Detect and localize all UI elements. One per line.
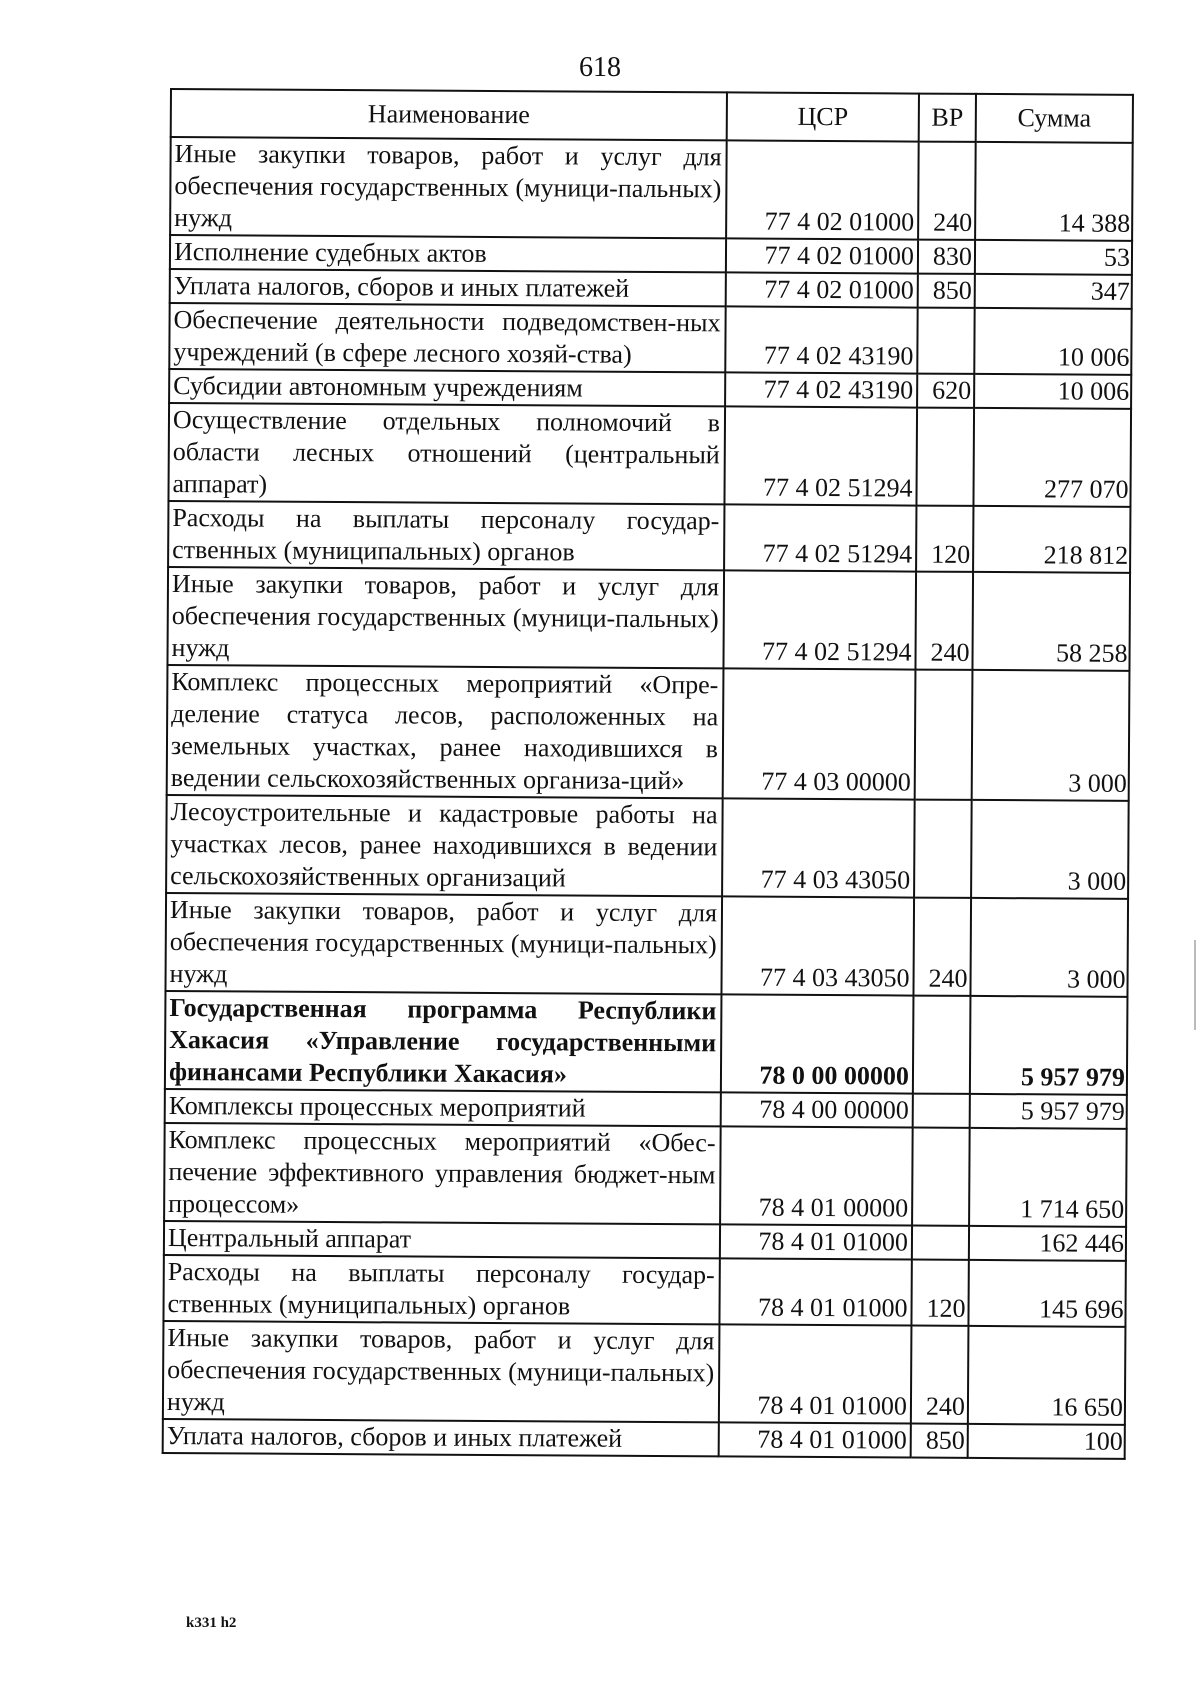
row-csr-cell: 78 4 01 01000 xyxy=(719,1258,911,1325)
row-csr-cell: 77 4 03 43050 xyxy=(721,896,914,995)
row-csr-cell: 77 4 03 43050 xyxy=(722,798,915,897)
row-vr-cell: 850 xyxy=(918,274,975,308)
row-name-cell: Исполнение судебных актов xyxy=(170,235,726,272)
row-csr-cell: 77 4 02 51294 xyxy=(724,504,916,571)
row-csr-cell: 78 4 01 01000 xyxy=(719,1422,911,1457)
row-csr-cell: 77 4 02 51294 xyxy=(724,406,917,505)
table-row xyxy=(165,893,1128,997)
row-sum-cell: 277 070 xyxy=(973,408,1131,507)
row-sum-cell: 218 812 xyxy=(973,506,1130,573)
row-name-cell: Комплекс процессных мероприятий «Обес-печение эффективного управления бюджет-ным процессом» xyxy=(164,1123,721,1224)
row-name-cell: Расходы на выплаты персоналу государ-ственных (муниципальных) органов xyxy=(168,501,724,570)
row-vr-cell: 850 xyxy=(911,1424,968,1458)
row-csr-cell: 78 4 01 00000 xyxy=(720,1126,913,1225)
budget-table xyxy=(162,88,1134,1460)
table-row xyxy=(163,1255,1125,1327)
row-vr-cell: 120 xyxy=(911,1260,968,1326)
table-header-row xyxy=(171,89,1133,143)
row-sum-cell: 5 957 979 xyxy=(970,996,1128,1095)
row-vr-cell: 240 xyxy=(913,898,971,996)
row-vr-cell: 240 xyxy=(915,572,973,670)
table-row xyxy=(169,303,1131,375)
row-vr-cell xyxy=(912,1128,970,1226)
row-vr-cell: 120 xyxy=(916,506,973,572)
row-sum-cell: 3 000 xyxy=(971,800,1129,899)
row-sum-cell: 347 xyxy=(975,274,1132,309)
row-sum-cell: 100 xyxy=(968,1424,1125,1459)
budget-table-container xyxy=(162,88,1132,1460)
row-csr-cell: 78 4 01 01000 xyxy=(719,1324,912,1423)
row-sum-cell: 10 006 xyxy=(974,308,1131,375)
row-csr-cell: 77 4 03 00000 xyxy=(723,668,916,799)
row-vr-cell xyxy=(913,996,971,1094)
row-name-cell: Уплата налогов, сборов и иных платежей xyxy=(170,269,726,306)
header-name: Наименование xyxy=(171,89,727,140)
table-row xyxy=(163,1321,1126,1425)
row-csr-cell: 78 4 01 01000 xyxy=(720,1224,912,1259)
row-csr-cell: 77 4 02 01000 xyxy=(726,238,918,273)
row-name-cell: Комплексы процессных мероприятий xyxy=(165,1089,721,1126)
row-vr-cell xyxy=(917,308,974,374)
row-csr-cell: 77 4 02 51294 xyxy=(723,570,916,669)
table-row xyxy=(165,991,1128,1095)
table-row xyxy=(170,137,1133,241)
table-row xyxy=(163,1419,1125,1459)
row-name-cell: Лесоустроительные и кадастровые работы на участках лесов, ранее находившихся в ведении сельскохозяйственных организаций xyxy=(166,795,723,896)
table-row xyxy=(168,403,1131,507)
row-sum-cell: 10 006 xyxy=(974,374,1131,409)
row-vr-cell xyxy=(913,1094,970,1128)
row-sum-cell: 145 696 xyxy=(968,1260,1125,1327)
row-name-cell: Осуществление отдельных полномочий в области лесных отношений (центральный аппарат) xyxy=(168,403,725,504)
row-csr-cell: 77 4 02 43190 xyxy=(725,306,917,373)
row-name-cell: Центральный аппарат xyxy=(164,1221,720,1258)
row-sum-cell: 3 000 xyxy=(970,898,1128,997)
row-csr-cell: 77 4 02 01000 xyxy=(726,140,919,239)
row-sum-cell: 162 446 xyxy=(969,1226,1126,1261)
table-row xyxy=(167,665,1130,801)
row-sum-cell: 3 000 xyxy=(972,670,1130,801)
row-sum-cell: 5 957 979 xyxy=(970,1094,1127,1129)
row-vr-cell xyxy=(916,408,974,506)
scan-edge-mark xyxy=(1194,940,1196,1030)
page-number: 618 xyxy=(579,52,621,83)
row-name-cell: Комплекс процессных мероприятий «Опре-деление статуса лесов, расположенных на земельных участках, ранее находившихся в ведении сельскохозяйственных организа-ций» xyxy=(167,665,724,798)
row-name-cell: Расходы на выплаты персоналу государ-ственных (муниципальных) органов xyxy=(163,1255,719,1324)
row-csr-cell: 77 4 02 43190 xyxy=(725,372,917,407)
row-name-cell: Обеспечение деятельности подведомствен-ных учреждений (в сфере лесного хозяй-ства) xyxy=(169,303,725,372)
table-row xyxy=(164,1123,1127,1227)
row-csr-cell: 78 4 00 00000 xyxy=(721,1092,913,1127)
row-sum-cell: 1 714 650 xyxy=(969,1128,1127,1227)
row-sum-cell: 53 xyxy=(975,240,1132,275)
row-vr-cell: 830 xyxy=(918,240,975,274)
row-name-cell: Иные закупки товаров, работ и услуг для обеспечения государственных (муници-пальных) нужд xyxy=(163,1321,720,1422)
row-sum-cell: 14 388 xyxy=(975,142,1133,241)
row-vr-cell xyxy=(912,1226,969,1260)
header-vr: ВР xyxy=(919,94,976,142)
header-sum: Сумма xyxy=(976,94,1133,143)
row-name-cell: Субсидии автономным учреждениям xyxy=(169,369,725,406)
row-sum-cell: 16 650 xyxy=(968,1326,1126,1425)
table-body xyxy=(163,137,1133,1459)
row-csr-cell: 78 0 00 00000 xyxy=(721,994,914,1093)
row-name-cell: Иные закупки товаров, работ и услуг для обеспечения государственных (муници-пальных) нужд xyxy=(165,893,722,994)
table-row xyxy=(166,795,1129,899)
table-row xyxy=(168,501,1130,573)
row-name-cell: Государственная программа Республики Хакасия «Управление государственными финансами Республики Хакасия» xyxy=(165,991,722,1092)
row-name-cell: Иные закупки товаров, работ и услуг для обеспечения государственных (муници-пальных) нужд xyxy=(167,567,724,668)
row-vr-cell: 240 xyxy=(911,1326,969,1424)
row-vr-cell xyxy=(914,800,972,898)
header-csr: ЦСР xyxy=(727,92,919,141)
row-sum-cell: 58 258 xyxy=(972,572,1130,671)
row-vr-cell: 620 xyxy=(917,374,974,408)
row-vr-cell: 240 xyxy=(918,142,976,240)
row-csr-cell: 77 4 02 01000 xyxy=(726,272,918,307)
row-name-cell: Уплата налогов, сборов и иных платежей xyxy=(163,1419,719,1456)
footer-code: k331 h2 xyxy=(186,1615,237,1631)
row-vr-cell xyxy=(915,670,973,800)
row-name-cell: Иные закупки товаров, работ и услуг для обеспечения государственных (муници-пальных) нужд xyxy=(170,137,727,238)
table-row xyxy=(167,567,1130,671)
